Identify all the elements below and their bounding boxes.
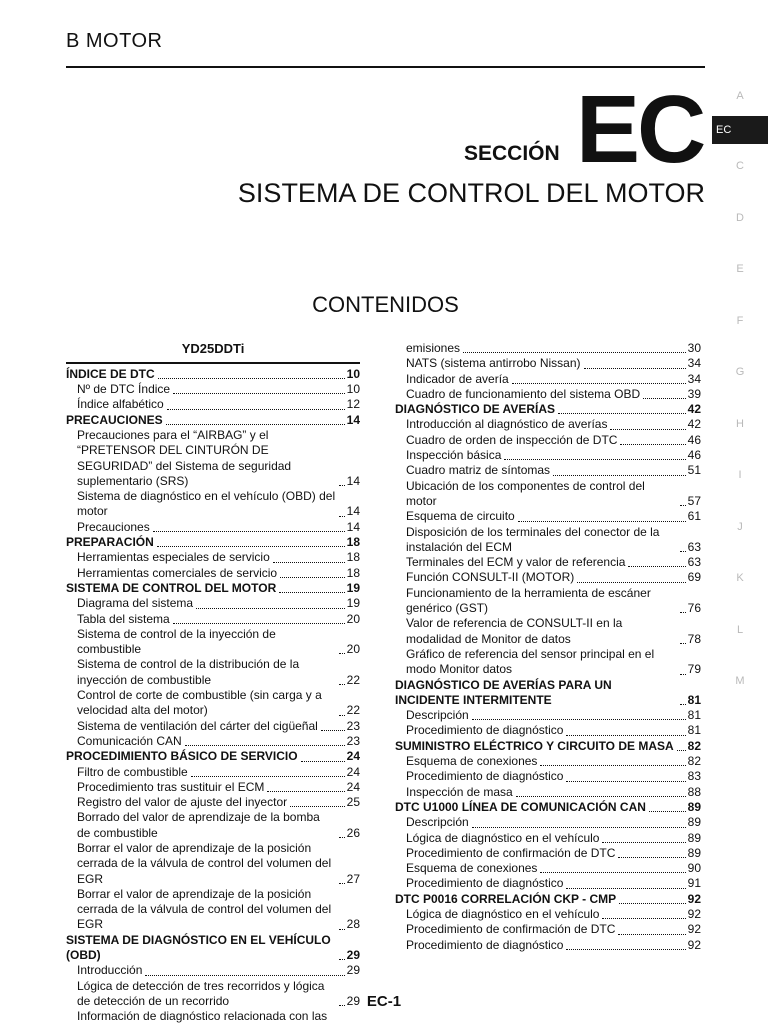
toc-entry-page: 76 (687, 601, 701, 616)
toc-entry[interactable] (395, 922, 701, 937)
toc-entry-title: Cuadro de funcionamiento del sistema OBD (406, 386, 641, 401)
toc-entry[interactable] (66, 428, 360, 489)
toc-entry-page: 42 (687, 417, 701, 432)
toc-entry-title: Procedimiento de diagnóstico (406, 876, 564, 891)
toc-entry[interactable] (395, 372, 701, 387)
dot-leader (628, 566, 685, 567)
toc-entry[interactable] (395, 647, 701, 678)
toc-entry-page: 10 (346, 382, 360, 397)
toc-entry[interactable] (395, 907, 701, 922)
toc-entry-title: Introducción (77, 963, 143, 978)
toc-entry-page: 24 (346, 779, 360, 794)
toc-entry-title: Valor de referencia de CONSULT-II en la modalidad de Monitor de datos (406, 616, 623, 646)
toc-entry-title: Borrado del valor de aprendizaje de la bomba de combustible (77, 810, 320, 840)
toc-entry-page: 14 (346, 519, 360, 534)
toc-entry-page: 25 (346, 795, 360, 810)
toc-entry-title: SUMINISTRO ELÉCTRICO Y CIRCUITO DE MASA (395, 738, 674, 753)
toc-section-entry[interactable] (395, 402, 701, 417)
toc-entry-title: PROCEDIMIENTO BÁSICO DE SERVICIO (66, 749, 298, 764)
main-title: SISTEMA DE CONTROL DEL MOTOR (237, 178, 705, 208)
toc-entry-page: 23 (346, 733, 360, 748)
toc-entry-title: Esquema de circuito (406, 509, 515, 524)
dot-leader (339, 929, 345, 930)
toc-entry-title: Terminales del ECM y valor de referencia (406, 555, 626, 570)
toc-entry-page: 81 (687, 723, 701, 738)
toc-entry[interactable] (395, 831, 701, 846)
toc-entry-page: 63 (687, 555, 701, 570)
dot-leader (680, 674, 686, 675)
toc-entry-title: Índice alfabético (77, 397, 164, 412)
toc-entry[interactable] (66, 627, 360, 658)
toc-entry-title: Funcionamiento de la herramienta de escáner genérico (GST) (406, 585, 651, 616)
toc-entry[interactable] (395, 754, 701, 769)
toc-entry-page: 92 (687, 891, 701, 906)
dot-leader (566, 781, 685, 782)
dot-leader (339, 715, 345, 716)
toc-entry-page: 24 (346, 749, 360, 764)
toc-entry-page: 63 (687, 539, 701, 554)
dot-leader (173, 393, 345, 394)
dot-leader (566, 735, 685, 736)
contents-title: CONTENIDOS (312, 292, 459, 317)
dot-leader (280, 577, 345, 578)
header-title: B MOTOR (66, 30, 163, 52)
toc-entry[interactable] (395, 846, 701, 861)
toc-entry-title: Lógica de detección de tres recorridos y lógica de detección de un recorrido (77, 978, 325, 1008)
toc-entry-title: ÍNDICE DE DTC (66, 366, 155, 381)
toc-entry[interactable] (66, 520, 360, 535)
right-column (395, 341, 701, 953)
toc-entry-page: 19 (346, 596, 360, 611)
dot-leader (339, 959, 345, 960)
toc-entry-page: 92 (687, 906, 701, 921)
toc-entry-title: Inspección básica (406, 448, 502, 463)
side-index-tab-j[interactable]: J (737, 520, 743, 533)
toc-section-entry[interactable] (66, 581, 360, 596)
toc-entry-title: Descripción (406, 708, 469, 723)
dot-leader (558, 413, 686, 414)
side-index-tab-d[interactable]: D (736, 211, 744, 224)
toc-entry-page: 26 (346, 825, 360, 840)
toc-entry-title: DIAGNÓSTICO DE AVERÍAS (395, 402, 556, 417)
toc-section-entry[interactable] (66, 749, 360, 764)
dot-leader (566, 949, 685, 950)
toc-entry-page: 89 (687, 815, 701, 830)
toc-entry-title: Procedimiento de confirmación de DTC (406, 922, 616, 937)
toc-entry-title: Procedimiento de diagnóstico (406, 723, 564, 738)
toc-entry[interactable] (66, 719, 360, 734)
toc-entry-page: 20 (346, 642, 360, 657)
toc-entry-page: 79 (687, 662, 701, 677)
dot-leader (680, 643, 686, 644)
toc-entry-title: Procedimiento de confirmación de DTC (406, 845, 616, 860)
toc-entry[interactable] (395, 509, 701, 524)
dot-leader (620, 444, 685, 445)
dot-leader (153, 531, 345, 532)
toc-entry-title: Información de diagnóstico relacionada con las (77, 1009, 328, 1024)
toc-entry-page: 39 (687, 386, 701, 401)
side-index-tab-i[interactable]: I (738, 469, 742, 481)
toc-entry-page: 28 (346, 917, 360, 932)
dot-leader (463, 352, 686, 353)
toc-entry-page: 14 (346, 412, 360, 427)
toc-entry[interactable] (66, 397, 360, 412)
toc-entry-title: Nº de DTC Índice (77, 382, 171, 397)
dot-leader (339, 653, 345, 654)
toc-entry-title: Cuadro matriz de síntomas (406, 463, 551, 478)
toc-entry-title: Introducción al diagnóstico de averías (406, 417, 608, 432)
toc-entry[interactable] (66, 795, 360, 810)
toc-entry-page: 18 (346, 535, 360, 550)
toc-entry-page: 90 (687, 861, 701, 876)
toc-entry-page: 89 (687, 799, 701, 814)
header-rule (66, 66, 705, 68)
toc-entry-page: 51 (687, 463, 701, 478)
toc-entry-title: Lógica de diagnóstico en el vehículo (406, 906, 600, 921)
toc-entry-title: Sistema de ventilación del cárter del cigüeñal (77, 718, 318, 733)
toc-entry-page: 88 (687, 784, 701, 799)
side-index-tab-k[interactable]: K (736, 572, 744, 584)
toc-entry-title: Lógica de diagnóstico en el vehículo (406, 830, 600, 845)
toc-entry-title: Borrar el valor de aprendizaje de la posición cerrada de la válvula de control del volumen del EGR (77, 841, 332, 886)
toc-entry[interactable] (66, 1009, 360, 1024)
toc-entry-title: PRECAUCIONES (66, 412, 163, 427)
toc-entry[interactable] (66, 566, 360, 581)
dot-leader (619, 903, 685, 904)
toc-section-entry[interactable] (395, 800, 701, 815)
toc-entry-title: SISTEMA DE DIAGNÓSTICO EN EL VEHÍCULO (OBD) (66, 932, 331, 963)
toc-entry-title: SISTEMA DE CONTROL DEL MOTOR (66, 580, 277, 595)
dot-leader (516, 796, 686, 797)
toc-entry-title: Cuadro de orden de inspección de DTC (406, 432, 618, 447)
toc-section-entry[interactable] (66, 413, 360, 428)
side-index-tab-ec[interactable]: EC (712, 116, 768, 144)
toc-entry-title: Disposición de los terminales del conector de la instalación del ECM (406, 524, 660, 554)
dot-leader (158, 378, 345, 379)
page-number: EC-1 (366, 993, 402, 1010)
toc-entry-page: 30 (687, 341, 701, 355)
dot-leader (680, 704, 686, 705)
side-index (712, 82, 768, 719)
toc-entry[interactable] (66, 963, 360, 978)
dot-leader (602, 842, 685, 843)
toc-entry[interactable] (395, 876, 701, 891)
toc-entry-title: DIAGNÓSTICO DE AVERÍAS PARA UN INCIDENTE INTERMITENTE (395, 677, 612, 707)
toc-entry[interactable] (395, 356, 701, 371)
dot-leader (157, 546, 345, 547)
toc-entry-title: Filtro de combustible (77, 764, 188, 779)
toc-entry[interactable] (66, 550, 360, 565)
toc-entry[interactable] (395, 708, 701, 723)
toc-section-entry[interactable] (66, 367, 360, 382)
toc-entry-page: 34 (687, 356, 701, 371)
dot-leader (185, 745, 345, 746)
toc-entry-page: 10 (346, 366, 360, 381)
toc-entry[interactable] (66, 841, 360, 887)
toc-entry-page: 46 (687, 448, 701, 463)
toc-entry[interactable] (395, 463, 701, 478)
toc-entry-title: Procedimiento de diagnóstico (406, 937, 564, 952)
toc-entry-title: Indicador de avería (406, 371, 509, 386)
toc-entry[interactable] (66, 382, 360, 397)
toc-entry-title: Herramientas comerciales de servicio (77, 565, 278, 580)
side-index-tab-h[interactable]: H (736, 417, 744, 430)
toc-entry-title: Gráfico de referencia del sensor principal en el modo Monitor datos (406, 646, 655, 677)
toc-entry-page: 18 (346, 550, 360, 565)
toc-section-entry[interactable] (66, 933, 360, 964)
side-index-tab-f[interactable]: F (736, 314, 744, 327)
toc-entry-title: Diagrama del sistema (77, 596, 194, 611)
toc-entry-page: 92 (687, 922, 701, 937)
toc-entry-title: Ubicación de los componentes de control del motor (406, 478, 645, 508)
dot-leader (577, 582, 685, 583)
toc-entry-page: 81 (687, 708, 701, 723)
toc-entry[interactable] (395, 525, 701, 556)
toc-entry[interactable] (395, 785, 701, 800)
toc-entry-title: DTC P0016 CORRELACIÓN CKP - CMP (395, 891, 617, 906)
toc-entry-title: Tabla del sistema (77, 611, 170, 626)
toc-entry-title: Registro del valor de ajuste del inyector (77, 795, 288, 810)
toc-entry-page: 82 (687, 754, 701, 769)
toc-entry-title: Sistema de diagnóstico en el vehículo (OBD) del motor (77, 489, 336, 519)
toc-entry-title: DTC U1000 LÍNEA DE COMUNICACIÓN CAN (395, 799, 646, 814)
dot-leader (618, 934, 685, 935)
toc-entry-title: Herramientas especiales de servicio (77, 550, 270, 565)
dot-leader (145, 975, 344, 976)
toc-entry-title: Inspección de masa (406, 784, 513, 799)
toc-entry[interactable] (395, 387, 701, 402)
dot-leader (602, 918, 685, 919)
toc-entry-title: Sistema de control de la inyección de combustible (77, 626, 276, 657)
section-label: SECCIÓN (464, 142, 560, 165)
side-index-tab-c[interactable]: C (736, 160, 744, 172)
dot-leader (553, 475, 686, 476)
toc-entry-page: 14 (346, 473, 360, 488)
toc-entry-title: Comunicación CAN (77, 733, 182, 748)
toc-entry[interactable] (66, 765, 360, 780)
toc-entry-page: 24 (346, 764, 360, 779)
toc-entry[interactable] (66, 734, 360, 749)
dot-leader (267, 791, 344, 792)
dot-leader (610, 429, 685, 430)
dot-leader (680, 551, 686, 552)
side-index-tab-a[interactable]: A (736, 90, 744, 102)
dot-leader (321, 730, 345, 731)
toc-entry-title: emisiones (406, 341, 461, 355)
toc-entry-title: Precauciones (77, 519, 150, 534)
toc-entry-page: 89 (687, 830, 701, 845)
toc-entry[interactable] (395, 723, 701, 738)
toc-entry[interactable] (66, 688, 360, 719)
side-index-tab-m[interactable]: M (735, 675, 745, 687)
toc-entry-title: Borrar el valor de aprendizaje de la posición cerrada de la válvula de control del volumen del EGR (77, 886, 332, 932)
toc-entry-page: 29 (346, 963, 360, 978)
toc-entry-page: 78 (687, 631, 701, 646)
toc-section-entry[interactable] (395, 739, 701, 754)
toc-entry-page: 22 (346, 703, 360, 718)
toc-entry[interactable] (395, 586, 701, 617)
toc-entry[interactable] (395, 769, 701, 784)
toc-entry[interactable] (66, 810, 360, 841)
toc-entry[interactable] (395, 417, 701, 432)
toc-entry[interactable] (395, 861, 701, 876)
dot-leader (584, 368, 686, 369)
column-heading: YD25DDTi (181, 341, 245, 356)
dot-leader (273, 562, 345, 563)
dot-leader (472, 719, 686, 720)
toc-entry-page: 46 (687, 432, 701, 447)
dot-leader (472, 827, 686, 828)
dot-leader (196, 608, 345, 609)
toc-entry-page: 19 (346, 580, 360, 595)
toc-entry-title: Control de corte de combustible (sin carga y a velocidad alta del motor) (77, 688, 322, 718)
toc-entry[interactable] (395, 341, 701, 356)
side-index-tab-g[interactable]: G (735, 366, 745, 378)
dot-leader (680, 505, 686, 506)
dot-leader (618, 857, 685, 858)
toc-entry[interactable] (66, 887, 360, 933)
toc-entry-page: 82 (687, 738, 701, 753)
toc-entry[interactable] (395, 479, 701, 510)
dot-leader (167, 409, 345, 410)
toc-section-entry[interactable] (395, 678, 701, 709)
toc-entry-page: 20 (346, 611, 360, 626)
toc-entry-title: Descripción (406, 815, 469, 830)
toc-entry[interactable] (395, 433, 701, 448)
dot-leader (279, 592, 344, 593)
toc-entry[interactable] (66, 489, 360, 520)
toc-entry[interactable] (395, 448, 701, 463)
toc-entry-title: PREPARACIÓN (66, 535, 154, 550)
dot-leader (643, 398, 686, 399)
toc-section-entry[interactable] (395, 892, 701, 907)
toc-entry[interactable] (395, 616, 701, 647)
toc-entry[interactable] (66, 780, 360, 795)
toc-entry-page: 22 (346, 672, 360, 687)
toc-entry[interactable] (66, 596, 360, 611)
toc-entry-page: 29 (346, 993, 360, 1008)
dot-leader (301, 761, 345, 762)
toc-entry-page: 12 (346, 397, 360, 412)
dot-leader (566, 888, 685, 889)
dot-leader (504, 459, 685, 460)
toc-entry-page: 34 (687, 371, 701, 386)
toc-entry[interactable] (395, 815, 701, 830)
toc-entry-title: NATS (sistema antirrobo Nissan) (406, 356, 581, 371)
left-column (66, 341, 360, 1025)
toc-entry-page: 18 (346, 565, 360, 580)
toc-entry[interactable] (395, 938, 701, 953)
toc-entry-page: 29 (346, 948, 360, 963)
toc-entry-title: Procedimiento de diagnóstico (406, 769, 564, 784)
dot-leader (339, 516, 345, 517)
toc-entry-title: Esquema de conexiones (406, 754, 538, 769)
dot-leader (290, 806, 345, 807)
toc-entry-page: 89 (687, 845, 701, 860)
dot-leader (649, 811, 686, 812)
toc-entry-page: 83 (687, 769, 701, 784)
toc-entry[interactable] (395, 570, 701, 585)
dot-leader (339, 837, 345, 838)
dot-leader (173, 623, 345, 624)
dot-leader (339, 684, 345, 685)
dot-leader (191, 776, 345, 777)
toc-entry-page: 27 (346, 871, 360, 886)
toc-entry-page: 23 (346, 718, 360, 733)
dot-leader (339, 883, 345, 884)
toc-entry-page: 91 (687, 876, 701, 891)
toc-entry-page: 42 (687, 402, 701, 417)
toc-entry-page: 57 (687, 493, 701, 508)
dot-leader (512, 383, 686, 384)
side-index-tab-l[interactable]: L (736, 623, 744, 636)
dot-leader (540, 872, 685, 873)
toc-section-entry[interactable] (66, 535, 360, 550)
toc-entry-title: Procedimiento tras sustituir el ECM (77, 779, 265, 794)
toc-entry[interactable] (66, 657, 360, 688)
toc-entry-page: 69 (687, 570, 701, 585)
dot-leader (540, 765, 685, 766)
dot-leader (339, 485, 345, 486)
toc-entry-title: Sistema de control de la distribución de la inyección de combustible (77, 657, 300, 687)
column-rule (66, 362, 360, 364)
toc-entry-title: Esquema de conexiones (406, 861, 538, 876)
dot-leader (166, 424, 345, 425)
toc-entry[interactable] (66, 612, 360, 627)
dot-leader (518, 521, 686, 522)
dot-leader (677, 750, 686, 751)
toc-entry-page: 14 (346, 504, 360, 519)
toc-entry-page: 81 (687, 692, 701, 707)
section-code: EC (576, 76, 704, 183)
dot-leader (680, 612, 686, 613)
side-index-tab-e[interactable]: E (736, 263, 744, 275)
toc-entry[interactable] (395, 555, 701, 570)
toc-entry-page: 92 (687, 937, 701, 952)
toc-entry-title: Precauciones para el “AIRBAG” y el “PRETENSOR DEL CINTURÓN DE SEGURIDAD” del Sistema de seguridad suplementario (SRS) (77, 427, 292, 488)
toc-entry-title: Función CONSULT-II (MOTOR) (406, 570, 575, 585)
toc-entry-page: 61 (687, 509, 701, 524)
